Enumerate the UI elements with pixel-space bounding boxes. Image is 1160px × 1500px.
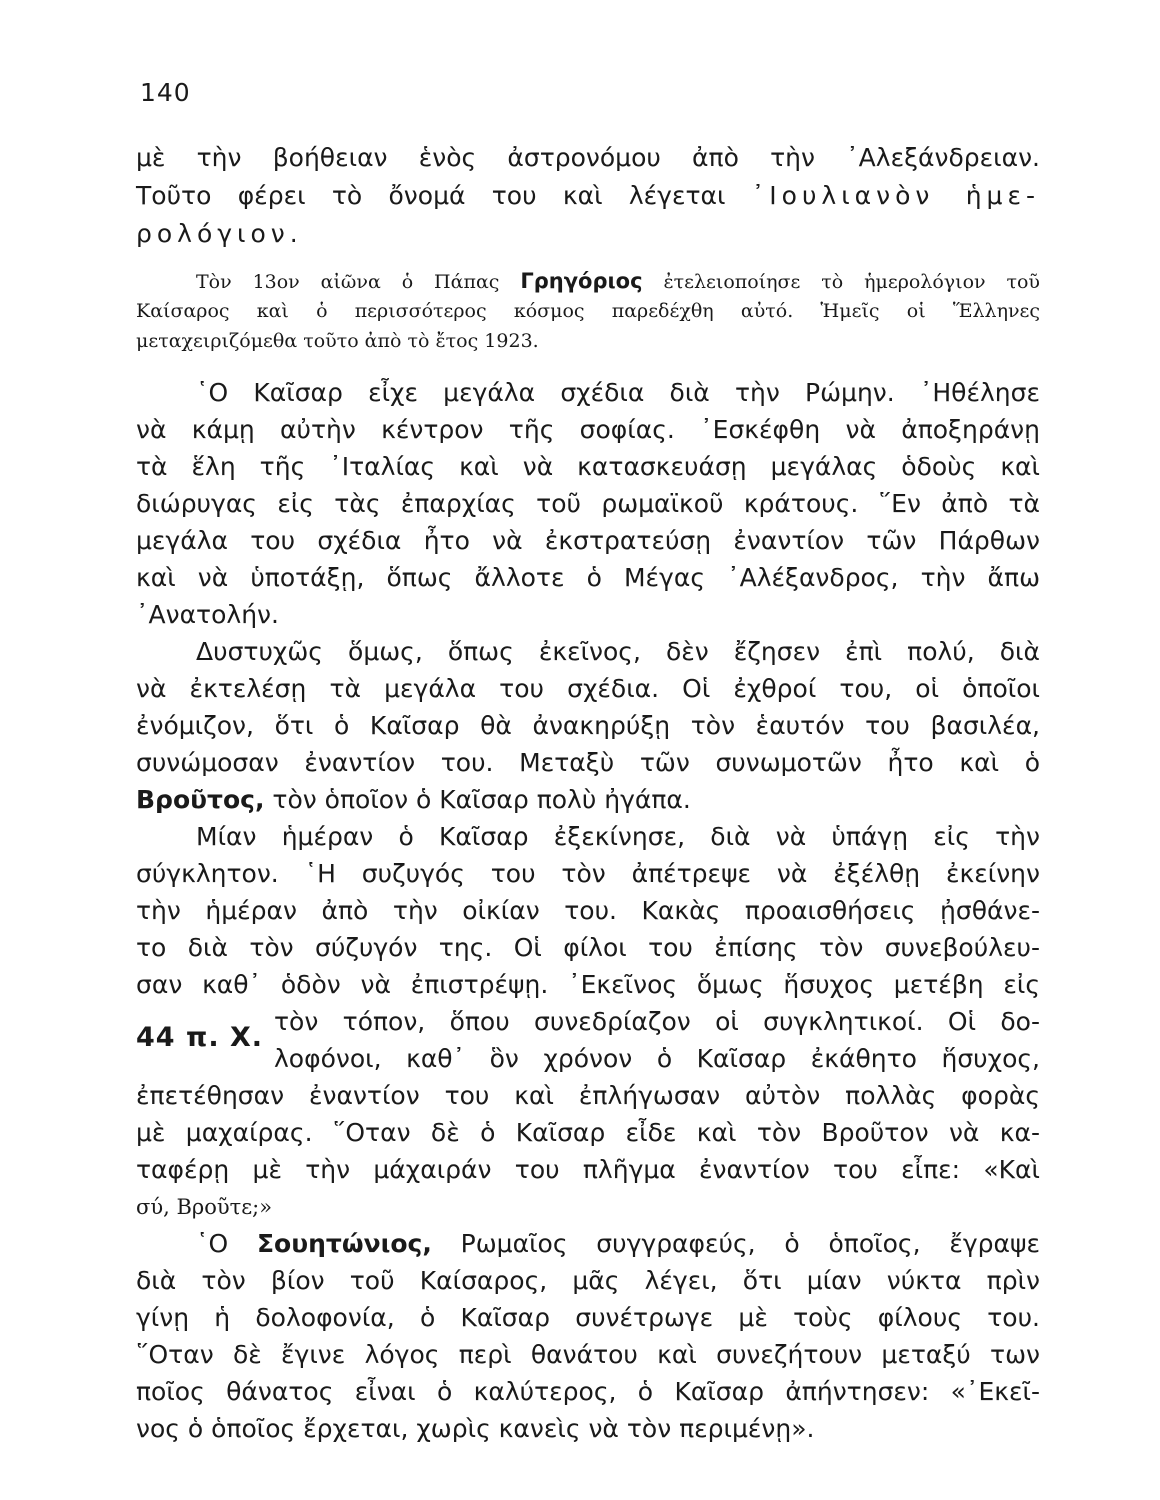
text-line: τὰ ἕλη τῆς ᾿Ιταλίας καὶ νὰ κατασκευάσῃ μεγάλας ὁδοὺς καὶ: [136, 452, 1040, 481]
text-line: Μίαν ἡμέραν ὁ Καῖσαρ ἐξεκίνησε, διὰ νὰ ὑπάγῃ εἰς τὴν: [196, 822, 1040, 851]
text-line: το διὰ τὸν σύζυγόν της. Οἱ φίλοι του ἐπίσης τὸν συνεβούλευ-: [136, 933, 1040, 962]
text-span: ῾Ο: [196, 1229, 229, 1258]
bold-name: Γρηγόριος: [520, 269, 643, 293]
text-line: τὴν ἡμέραν ἀπὸ τὴν οἰκίαν του. Κακὰς προαισθήσεις ᾐσθάνε-: [136, 896, 1040, 925]
text-line: [136, 181, 1040, 211]
text-line: ῞Οταν δὲ ἔγινε λόγος περὶ θανάτου καὶ συνεζήτουν μεταξύ των: [136, 1340, 1040, 1369]
note-line: μεταχειριζόμεθα τοῦτο ἀπὸ τὸ ἔτος 1923.: [136, 330, 539, 352]
text-line: διώρυγας εἰς τὰς ἐπαρχίας τοῦ ρωμαϊκοῦ κράτους. ῞Εν ἀπὸ τὰ: [136, 489, 1040, 518]
text-span: Ρωμαῖος συγγραφεύς, ὁ ὁποῖος, ἔγραψε: [460, 1229, 1040, 1258]
note-line: [196, 266, 1040, 297]
text-line: νὰ κάμῃ αὐτὴν κέντρον τῆς σοφίας. ᾿Εσκέφθη νὰ ἀποξηράνῃ: [136, 415, 1040, 444]
text-line: διὰ τὸν βίον τοῦ Καίσαρος, μᾶς λέγει, ὅτι μίαν νύκτα πρὶν: [136, 1266, 1040, 1295]
text-line: σαν καθ᾿ ὁδὸν νὰ ἐπιστρέψῃ. ᾿Εκεῖνος ὅμως ἥσυχος μετέβη εἰς: [136, 970, 1040, 999]
text-line: [136, 785, 1040, 815]
text-line: ρολόγιον.: [136, 219, 303, 248]
bold-name: Βροῦτος,: [136, 785, 265, 814]
text-line: [196, 1229, 1040, 1259]
text-line: ᾿Ανατολήν.: [136, 600, 279, 629]
text-span: Τὸν 13ον αἰῶνα ὁ Πάπας: [196, 271, 500, 293]
text-line: ποῖος θάνατος εἶναι ὁ καλύτερος, ὁ Καῖσαρ ἀπήντησεν: «᾿Εκεῖ-: [136, 1377, 1040, 1406]
text-span: Τοῦτο φέρει τὸ ὄνομά του καὶ λέγεται: [136, 181, 726, 210]
text-line: τὸν τόπον, ὅπου συνεδρίαζον οἱ συγκλητικοί. Οἱ δο-: [274, 1007, 1040, 1036]
text-line: γίνῃ ἡ δολοφονία, ὁ Καῖσαρ συνέτρωγε μὲ τοὺς φίλους του.: [136, 1303, 1040, 1332]
text-line: μὲ μαχαίρας. ῞Οταν δὲ ὁ Καῖσαρ εἶδε καὶ τὸν Βροῦτον νὰ κα-: [136, 1118, 1040, 1147]
text-line: νὰ ἐκτελέσῃ τὰ μεγάλα του σχέδια. Οἱ ἐχθροί του, οἱ ὁποῖοι: [136, 674, 1040, 703]
text-span: τὸν ὁποῖον ὁ Καῖσαρ πολὺ ἠγάπα.: [272, 785, 691, 814]
text-line: ἐνόμιζον, ὅτι ὁ Καῖσαρ θὰ ἀνακηρύξῃ τὸν ἑαυτόν του βασιλέα,: [136, 711, 1040, 740]
text-line: μὲ τὴν βοήθειαν ἑνὸς ἀστρονόμου ἀπὸ τὴν ᾿Αλεξάνδρειαν.: [136, 143, 1040, 172]
text-line: συνώμοσαν ἐναντίον του. Μεταξὺ τῶν συνωμοτῶν ἦτο καὶ ὁ: [136, 748, 1040, 777]
margin-note: 44 π. Χ.: [136, 1022, 264, 1053]
note-line: Καίσαρος καὶ ὁ περισσότερος κόσμος παρεδέχθη αὐτό. Ἡμεῖς οἱ Ἕλληνες: [136, 300, 1040, 322]
spaced-term: ᾿Ιουλιανὸν ἡμε-: [751, 181, 1040, 210]
text-line: Δυστυχῶς ὅμως, ὅπως ἐκεῖνος, δὲν ἔζησεν ἐπὶ πολύ, διὰ: [196, 637, 1040, 666]
page-number: 140: [140, 78, 191, 107]
text-line: λοφόνοι, καθ᾿ ὃν χρόνον ὁ Καῖσαρ ἐκάθητο ἥσυχος,: [274, 1044, 1040, 1073]
text-line: ἐπετέθησαν ἐναντίον του καὶ ἐπλήγωσαν αὐτὸν πολλὰς φορὰς: [136, 1081, 1040, 1110]
text-line: ταφέρῃ μὲ τὴν μάχαιράν του πλῆγμα ἐναντίον του εἶπε: «Καὶ: [136, 1155, 1040, 1184]
text-line: ῾Ο Καῖσαρ εἶχε μεγάλα σχέδια διὰ τὴν Ρώμην. ᾿Ηθέλησε: [196, 378, 1040, 407]
text-line: σύγκλητον. ῾Η συζυγός του τὸν ἀπέτρεψε νὰ ἐξέλθῃ ἐκείνην: [136, 859, 1040, 888]
text-span: ἐτελειοποίησε τὸ ἡμερολόγιον τοῦ: [663, 271, 1040, 293]
bold-name: Σουητώνιος,: [256, 1229, 432, 1258]
text-line: νος ὁ ὁποῖος ἔρχεται, χωρὶς κανεὶς νὰ τὸν περιμένῃ».: [136, 1414, 815, 1443]
text-line: μεγάλα του σχέδια ἦτο νὰ ἐκστρατεύσῃ ἐναντίον τῶν Πάρθων: [136, 526, 1040, 555]
text-line: σύ, Βροῦτε;»: [136, 1195, 273, 1219]
text-line: καὶ νὰ ὑποτάξῃ, ὅπως ἄλλοτε ὁ Μέγας ᾿Αλέξανδρος, τὴν ἄπω: [136, 563, 1040, 592]
